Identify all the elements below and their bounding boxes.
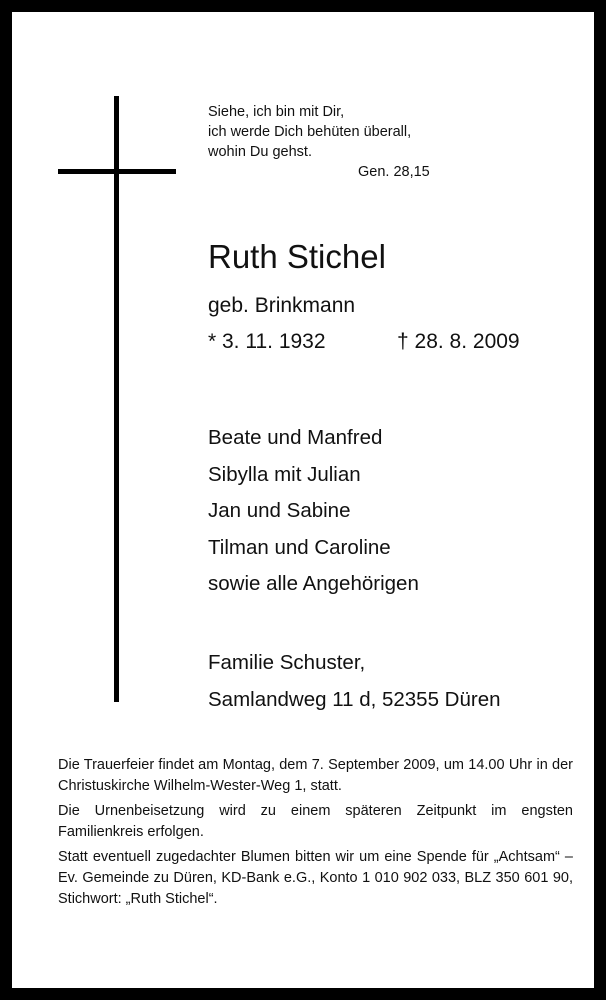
mourner: Tilman und Caroline	[208, 535, 391, 559]
bible-verse	[208, 102, 508, 180]
funeral-notices	[58, 755, 573, 914]
mourner: Beate und Manfred	[208, 426, 383, 449]
verse-reference: Gen. 28,15	[358, 164, 430, 180]
verse-line: Siehe, ich bin mit Dir,	[208, 104, 345, 120]
deceased-name: Ruth Stichel	[208, 238, 386, 275]
verse-line: wohin Du gehst.	[208, 144, 312, 160]
address-line: Familie Schuster,	[208, 651, 366, 674]
family-address	[208, 645, 501, 718]
mourner: Jan und Sabine	[208, 499, 351, 522]
verse-line: ich werde Dich behüten überall,	[208, 124, 412, 140]
funeral-service-notice: Die Trauerfeier findet am Montag, dem 7. September 2009, um 14.00 Uhr in der Christuskirche Wilhelm-Wester-Weg 1, statt.	[58, 757, 573, 794]
mourners-list	[208, 420, 419, 603]
cross-icon-vertical-bar	[114, 96, 119, 702]
maiden-name: geb. Brinkmann	[208, 294, 356, 317]
donation-notice: Statt eventuell zugedachter Blumen bitten wir um eine Spende für „Achtsam“ – Ev. Gemeinde zu Düren, KD-Bank e.G., Konto 1 010 902 033, BLZ 350 601 90, Stichwort: „Ruth Stichel“.	[58, 849, 573, 907]
urn-burial-notice: Die Urnenbeisetzung wird zu einem späteren Zeitpunkt im engsten Familienkreis erfolgen.	[58, 803, 573, 840]
birth-date: * 3. 11. 1932	[208, 330, 326, 353]
mourner: sowie alle Angehörigen	[208, 572, 419, 595]
death-date: † 28. 8. 2009	[397, 330, 520, 353]
address-line: Samlandweg 11 d, 52355 Düren	[208, 687, 501, 711]
mourner: Sibylla mit Julian	[208, 462, 361, 486]
cross-icon-horizontal-bar	[58, 169, 176, 174]
